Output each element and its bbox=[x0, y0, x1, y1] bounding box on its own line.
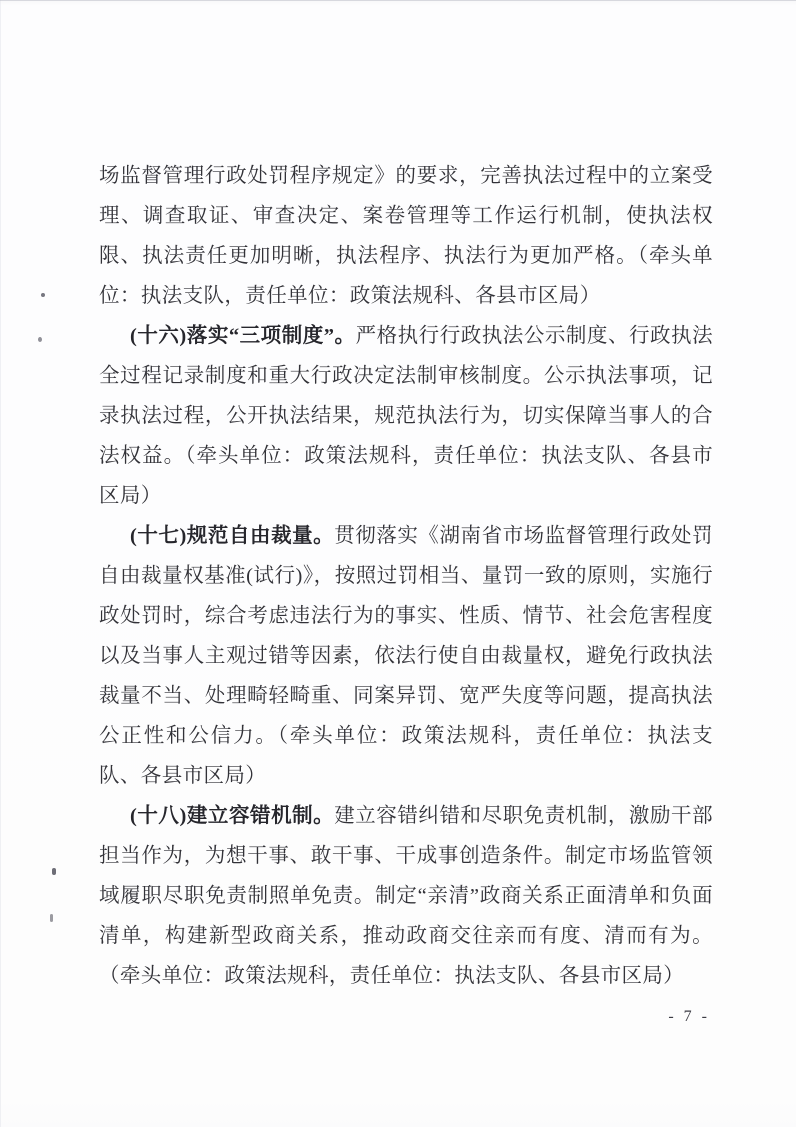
paragraph bbox=[99, 516, 713, 796]
paragraph-text: 贯彻落实《湖南省市场监督管理行政处罚自由裁量权基准(试行)》，按照过罚相当、量罚一致的原则，实施行政处罚时，综合考虑违法行为的事实、性质、情节、社会危害程度以及当事人主观过错等因素，依法行使自由裁量权，避免行政执法裁量不当、处理畸轻畸重、同案异罚、宽严失度等问题，提高执法公正性和公信力。（牵头单位：政策法规科，责任单位：执法支队、各县市区局） bbox=[99, 525, 713, 787]
paragraph bbox=[99, 796, 713, 996]
paragraph-heading: (十七)规范自由裁量。 bbox=[130, 525, 335, 547]
paragraph-heading: (十六)落实“三项制度”。 bbox=[130, 325, 356, 347]
paragraph-text: 建立容错纠错和尽职免责机制，激励干部担当作为，为想干事、敢干事、干成事创造条件。制定市场监管领域履职尽职免责制照单免责。制定“亲清”政商关系正面清单和负面清单，构建新型政商关系，推动政商交往亲而有度、清而有为。（牵头单位：政策法规科，责任单位：执法支队、各县市区局） bbox=[99, 805, 713, 987]
page-number: - 7 - bbox=[668, 1008, 710, 1025]
paragraph-heading: (十八)建立容错机制。 bbox=[130, 805, 335, 827]
scan-speck bbox=[52, 868, 56, 875]
document-body bbox=[99, 156, 713, 996]
paragraph bbox=[99, 156, 713, 316]
scan-speck bbox=[38, 337, 42, 342]
paragraph-text: 严格执行行政执法公示制度、行政执法全过程记录制度和重大行政决定法制审核制度。公示执法事项，记录执法过程，公开执法结果，规范执法行为，切实保障当事人的合法权益。（牵头单位：政策法规科，责任单位：执法支队、各县市区局） bbox=[99, 325, 713, 507]
scan-speck bbox=[41, 293, 45, 297]
scan-speck bbox=[50, 914, 53, 922]
paragraph-text: 场监督管理行政处罚程序规定》的要求，完善执法过程中的立案受理、调查取证、审查决定、案卷管理等工作运行机制，使执法权限、执法责任更加明晰，执法程序、执法行为更加严格。（牵头单位：执法支队，责任单位：政策法规科、各县市区局） bbox=[99, 165, 713, 307]
paragraph bbox=[99, 316, 713, 516]
